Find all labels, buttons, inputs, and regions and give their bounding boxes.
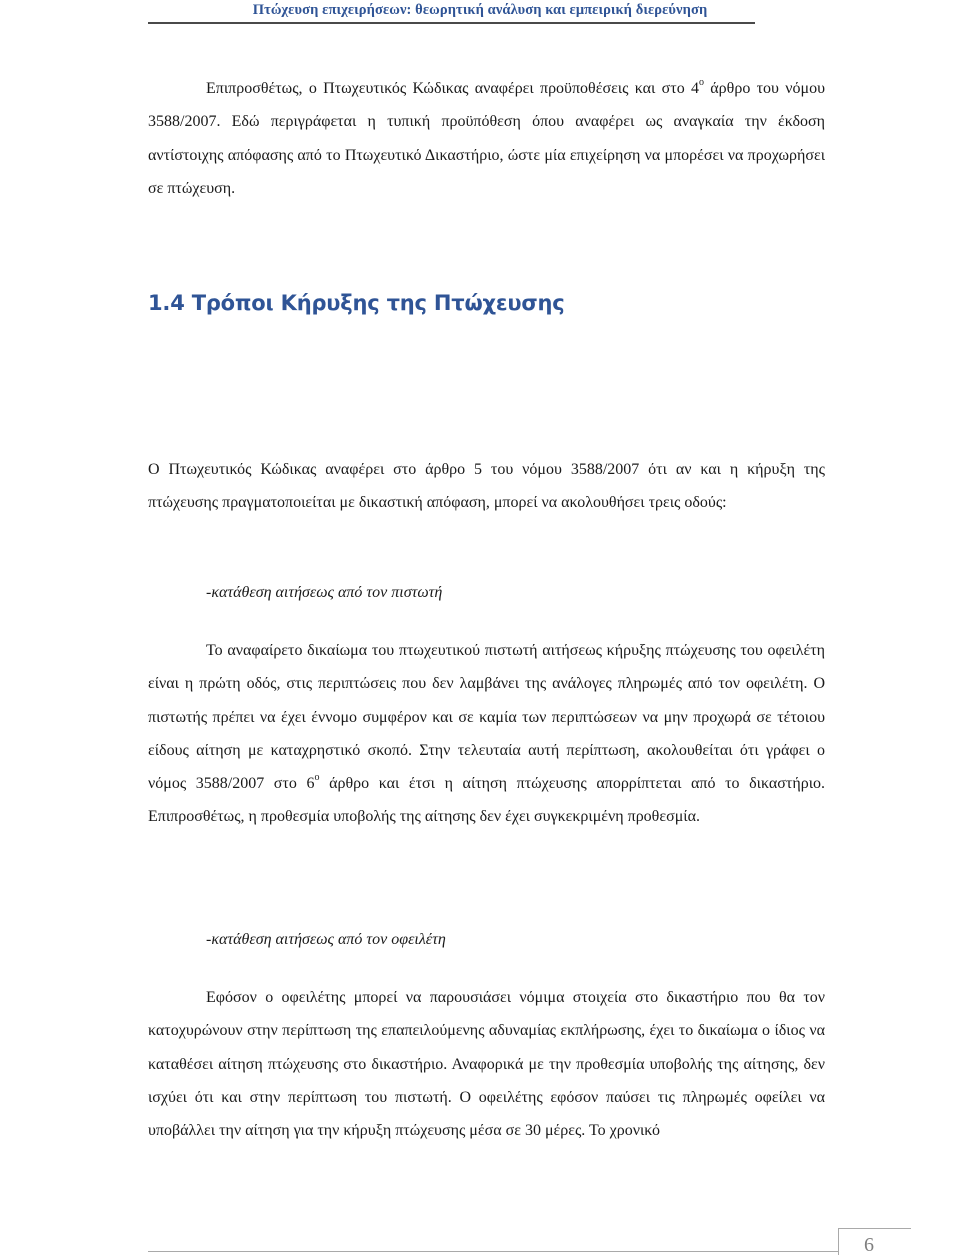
- debtor-paragraph: Εφόσον ο οφειλέτης μπορεί να παρουσιάσει νόμιμα στοιχεία στο δικαστήριο που θα τον κατοχυρώνουν στην περίπτωση της επαπειλούμενης αδυναμίας εκπλήρωσης, έχει το δικαίωμα ο ίδιος να καταθέσει αίτηση πτώχευσης στο δικαστήριο. Αναφορικά με την προθεσμία υποβολής της αίτησης, δεν ισχύει ότι και στην περίπτωση του πιστωτή. Ο οφειλέτης εφόσον παύσει τις πληρωμές οφείλει να υποβάλλει την αίτηση για την κήρυξη πτώχευσης μέσα σε 30 μέρες. Το χρονικό: [148, 989, 825, 1140]
- section-heading: 1.4 Τρόποι Κήρυξης της Πτώχευσης: [148, 291, 565, 315]
- header-divider: [148, 22, 755, 24]
- intro-text-part2: άρθρο του νόμου 3588/2007. Εδώ περιγράφεται η τυπική προϋπόθεση όπου αναφέρει ως αναγκαία την έκδοση αντίστοιχης απόφασης από το Πτωχευτικό Δικαστήριο, ώστε μία επιχείρηση να μπορέσει να προχωρήσει σε πτώχευση.: [148, 80, 826, 197]
- subheading-debtor: -κατάθεση αιτήσεως από τον οφειλέτη: [206, 931, 446, 948]
- footer-divider: [148, 1251, 838, 1252]
- intro-text-part1: Επιπροσθέτως, ο Πτωχευτικός Κώδικας αναφέρει προϋποθέσεις και στο 4: [206, 80, 699, 97]
- creditor-paragraph: [148, 634, 825, 834]
- section-intro-paragraph: Ο Πτωχευτικός Κώδικας αναφέρει στο άρθρο 5 του νόμου 3588/2007 ότι αν και η κήρυξη της πτώχευσης πραγματοποιείται με δικαστική απόφαση, μπορεί να ακολουθήσει τρεις οδούς:: [148, 461, 825, 512]
- creditor-text-part2: άρθρο και έτσι η αίτηση πτώχευσης απορρίπτεται από το δικαστήριο. Επιπροσθέτως, η προθεσμία υποβολής της αίτησης δεν έχει συγκεκριμένη προθεσμία.: [148, 775, 825, 826]
- page-number-frame: [838, 1228, 911, 1255]
- creditor-superscript: ο: [314, 772, 320, 784]
- subheading-creditor: -κατάθεση αιτήσεως από τον πιστωτή: [206, 584, 443, 601]
- intro-paragraph: [148, 72, 825, 205]
- page-number: 6: [864, 1234, 874, 1256]
- intro-superscript: ο: [699, 77, 704, 88]
- creditor-text-part1: Το αναφαίρετο δικαίωμα του πτωχευτικού πιστωτή αιτήσεως κήρυξης πτώχευσης του οφειλέτη είναι η πρώτη οδός, στις περιπτώσεις που δεν λαμβάνει της ανάλογες πληρωμές από τον οφειλέτη. Ο πιστωτής πρέπει να έχει έννομο συμφέρον και σε καμία των περιπτώσεων να μην προχωρά σε τέτοιου είδους αίτηση με καταχρηστικό σκοπό. Στην τελευταία αυτή περίπτωση, ακολουθείται ότι γράφει ο νόμος 3588/2007 στο 6: [148, 642, 825, 793]
- running-header-title: Πτώχευση επιχειρήσεων: θεωρητική ανάλυση και εμπειρική διερεύνηση: [252, 2, 708, 18]
